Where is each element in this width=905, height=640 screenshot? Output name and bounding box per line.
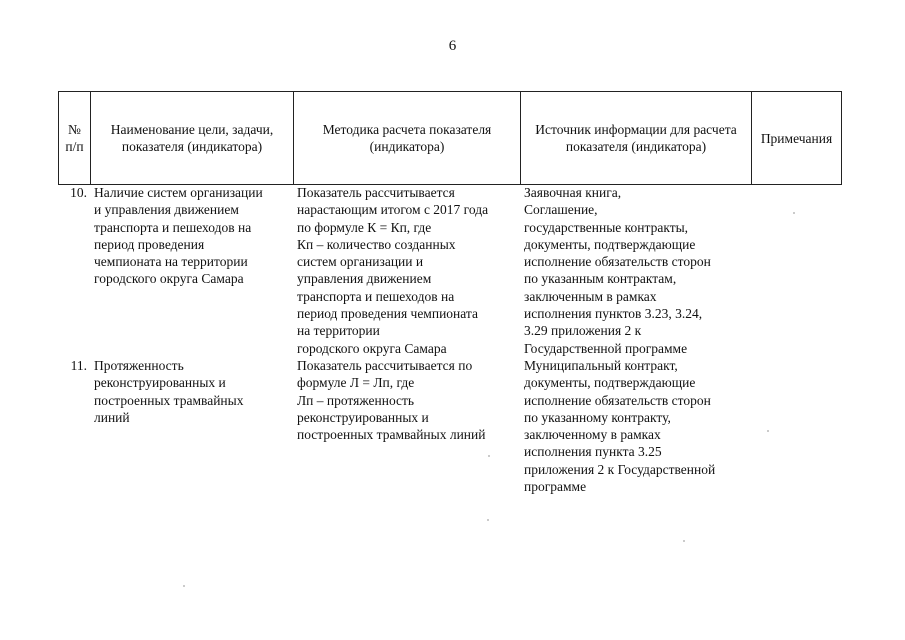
cell-line: нарастающим итогом с 2017 года bbox=[297, 202, 489, 218]
cell-line: Муниципальный контракт, bbox=[524, 357, 678, 373]
cell-line: исполнения пункта 3.25 bbox=[524, 444, 662, 460]
cell-line: период проведения bbox=[94, 236, 205, 252]
cell-line: исполнение обязательств сторон bbox=[524, 392, 711, 408]
cell-line: исполнения пунктов 3.23, 3.24, bbox=[524, 306, 703, 322]
cell-line: по указанному контракту, bbox=[524, 409, 671, 425]
cell-line: чемпионата на территории bbox=[94, 254, 248, 270]
header-method: Методика расчета показателя (индикатора) bbox=[294, 92, 521, 185]
row-number: 10. bbox=[70, 185, 87, 200]
cell-line: по формуле К = Кп, где bbox=[297, 219, 432, 235]
cell-line: исполнение обязательств сторон bbox=[524, 254, 711, 270]
row-number: 11. bbox=[70, 357, 87, 373]
information-source-cell bbox=[520, 357, 751, 495]
notes-cell bbox=[751, 184, 841, 357]
table-row bbox=[58, 357, 841, 495]
cell-line: Кп – количество созданных bbox=[297, 236, 456, 252]
cell-line: приложения 2 к Государственной bbox=[524, 461, 716, 477]
header-notes: Примечания bbox=[752, 92, 842, 185]
cell-line: документы, подтверждающие bbox=[524, 236, 696, 252]
cell-line: на территории bbox=[297, 323, 380, 339]
scan-speck bbox=[183, 585, 185, 587]
scan-speck bbox=[488, 455, 490, 457]
header-source: Источник информации для расчета показателя (индикатора) bbox=[521, 92, 752, 185]
indicator-name-cell bbox=[90, 184, 293, 357]
cell-line: заключенным в рамках bbox=[524, 288, 657, 304]
cell-line: транспорта и пешеходов на bbox=[94, 219, 252, 235]
table-rows bbox=[58, 184, 841, 495]
cell-line: линий bbox=[94, 409, 130, 425]
calculation-method-cell bbox=[293, 184, 520, 357]
cell-line: городского округа Самара bbox=[297, 340, 447, 356]
header-name: Наименование цели, задачи, показателя (индикатора) bbox=[91, 92, 294, 185]
cell-line: управления движением bbox=[297, 271, 432, 287]
cell-line: период проведения чемпионата bbox=[297, 306, 478, 322]
cell-line: городского округа Самара bbox=[94, 271, 244, 287]
cell-line: по указанным контрактам, bbox=[524, 271, 677, 287]
table-body bbox=[58, 184, 841, 495]
cell-line: Показатель рассчитывается bbox=[297, 185, 455, 200]
cell-line: транспорта и пешеходов на bbox=[297, 288, 455, 304]
cell-line: построенных трамвайных bbox=[94, 392, 244, 408]
table-row bbox=[58, 184, 841, 357]
cell-line: документы, подтверждающие bbox=[524, 375, 696, 391]
scan-speck bbox=[487, 519, 489, 521]
page-number: 6 bbox=[448, 38, 457, 54]
cell-line: государственные контракты, bbox=[524, 219, 689, 235]
cell-line: Заявочная книга, bbox=[524, 185, 622, 200]
cell-line: реконструированных и bbox=[94, 375, 226, 391]
cell-line: реконструированных и bbox=[297, 409, 429, 425]
scan-speck bbox=[683, 540, 685, 542]
cell-line: программе bbox=[524, 479, 587, 495]
cell-line: систем организации и bbox=[297, 254, 424, 270]
cell-line: формуле Л = Лп, где bbox=[297, 375, 415, 391]
cell-line: Протяженность bbox=[94, 357, 184, 373]
scan-speck bbox=[793, 212, 795, 214]
cell-line: Соглашение, bbox=[524, 202, 598, 218]
information-source-cell bbox=[520, 184, 751, 357]
header-num: № п/п bbox=[59, 92, 91, 185]
calculation-method-cell bbox=[293, 357, 520, 495]
cell-line: Государственной программе bbox=[524, 340, 688, 356]
cell-line: 3.29 приложения 2 к bbox=[524, 323, 642, 339]
notes-cell bbox=[751, 357, 841, 495]
indicator-name-cell bbox=[90, 357, 293, 495]
cell-line: Показатель рассчитывается по bbox=[297, 357, 473, 373]
cell-line: Лп – протяженность bbox=[297, 392, 415, 408]
cell-line: заключенному в рамках bbox=[524, 427, 661, 443]
table-header bbox=[58, 91, 842, 185]
cell-line: и управления движением bbox=[94, 202, 239, 218]
cell-line: Наличие систем организации bbox=[94, 185, 263, 200]
cell-line: построенных трамвайных линий bbox=[297, 427, 486, 443]
scan-speck bbox=[767, 430, 769, 432]
